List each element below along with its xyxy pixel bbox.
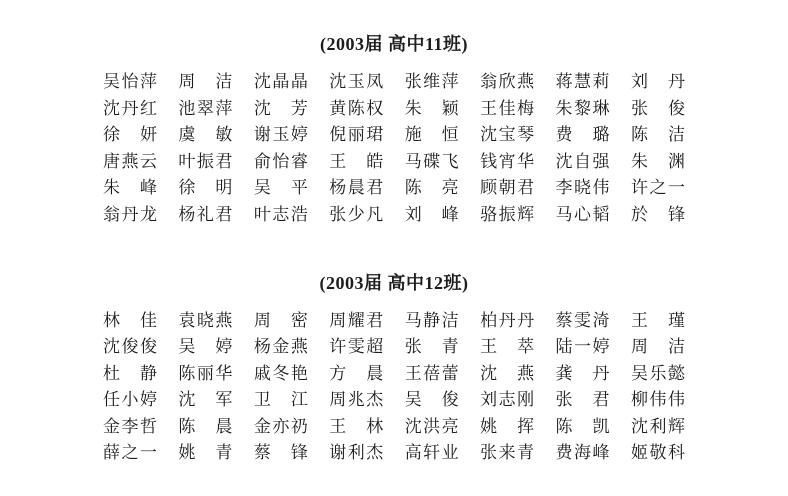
student-name: 吴怡萍	[103, 72, 157, 91]
student-name: 沈俊俊	[103, 337, 157, 356]
student-name: 朱颖	[404, 98, 459, 118]
student-name: 徐妍	[103, 125, 157, 144]
student-name: 杨晨君	[329, 178, 384, 197]
student-name: 顾朝君	[480, 178, 535, 197]
student-name: 蔡雯渏	[555, 310, 610, 330]
class-roster-section-12	[0, 273, 788, 462]
student-name: 刘志刚	[480, 390, 535, 409]
student-name: 吴平	[253, 178, 308, 197]
student-name: 张少凡	[329, 204, 384, 224]
student-name: 王瑾	[630, 310, 685, 330]
class-title: (2003届 高中11班)	[320, 34, 468, 54]
student-name: 俞怡睿	[253, 151, 308, 171]
student-name: 杜静	[103, 363, 157, 383]
student-name: 林佳	[103, 310, 157, 330]
student-name: 叶振君	[178, 151, 233, 171]
student-name: 高轩业	[404, 443, 459, 462]
student-name: 沈宝琴	[480, 125, 535, 144]
student-name: 张来青	[480, 443, 535, 462]
student-name: 黄陈权	[329, 98, 384, 118]
name-row	[103, 444, 685, 461]
student-name: 虞敏	[178, 125, 233, 144]
student-name: 金亦礽	[253, 416, 308, 436]
name-row	[103, 126, 685, 143]
name-row	[103, 312, 685, 329]
student-name: 沈芳	[253, 98, 308, 118]
student-name: 周密	[253, 310, 308, 330]
class-title: (2003届 高中12班)	[319, 272, 469, 293]
student-name: 倪丽珺	[329, 125, 384, 144]
name-row	[103, 418, 685, 435]
student-name: 沈军	[178, 390, 233, 409]
student-name: 朱渊	[630, 151, 685, 171]
student-name: 翁丹龙	[103, 204, 157, 224]
student-name: 徐明	[178, 178, 233, 197]
student-name: 王林	[329, 416, 384, 436]
name-row	[103, 391, 685, 408]
student-name: 周兆杰	[329, 390, 384, 409]
student-name: 王佳梅	[480, 98, 535, 118]
student-name: 陈凯	[555, 416, 610, 436]
student-name: 沈晶晶	[253, 72, 308, 91]
student-name: 柏丹丹	[480, 310, 535, 330]
student-name: 吴俊	[404, 390, 459, 409]
student-name: 朱黎琳	[555, 98, 610, 118]
student-name: 王皓	[329, 151, 384, 171]
student-name: 沈丹红	[103, 98, 157, 118]
student-name: 马静洁	[404, 310, 459, 330]
name-row	[103, 338, 685, 355]
name-row	[103, 153, 685, 170]
student-name: 沈自强	[555, 151, 610, 171]
student-name: 许雯超	[329, 337, 384, 356]
student-name: 於锋	[630, 204, 685, 224]
student-name: 马心韬	[555, 204, 610, 224]
class-roster-grid	[103, 73, 685, 223]
name-row	[103, 100, 685, 117]
student-name: 费海峰	[555, 443, 610, 462]
name-row	[103, 365, 685, 382]
student-name: 王萃	[480, 337, 535, 356]
student-name: 朱峰	[103, 178, 157, 197]
student-name: 谢利杰	[329, 443, 384, 462]
student-name: 陈洁	[630, 125, 685, 144]
student-name: 王蓓蕾	[404, 363, 459, 383]
student-name: 刘丹	[630, 72, 685, 91]
student-name: 周耀君	[329, 310, 384, 330]
student-name: 叶志浩	[253, 204, 308, 224]
student-name: 陆一婷	[555, 337, 610, 356]
student-name: 唐燕云	[103, 151, 157, 171]
student-name: 张君	[555, 390, 610, 409]
student-name: 周洁	[178, 72, 233, 91]
student-name: 钱宵华	[480, 151, 535, 171]
student-name: 吴乐懿	[630, 363, 685, 383]
student-name: 龚丹	[555, 363, 610, 383]
student-name: 陈丽华	[178, 363, 233, 383]
student-name: 蒋慧莉	[555, 72, 610, 91]
name-row	[103, 73, 685, 90]
student-name: 杨礼君	[178, 204, 233, 224]
student-name: 陈晨	[178, 416, 233, 436]
student-name: 袁晓燕	[178, 310, 233, 330]
class-roster-grid	[103, 312, 685, 462]
student-name: 沈玉凤	[329, 72, 384, 91]
student-name: 方晨	[329, 363, 384, 383]
student-name: 沈洪亮	[404, 416, 459, 436]
name-row	[103, 206, 685, 223]
student-name: 费璐	[555, 125, 610, 144]
student-name: 马碟飞	[404, 151, 459, 171]
student-name: 张青	[404, 337, 459, 356]
student-name: 杨金燕	[253, 337, 308, 356]
student-name: 金李哲	[103, 416, 157, 436]
student-name: 李晓伟	[555, 178, 610, 197]
name-row	[103, 179, 685, 196]
student-name: 沈燕	[480, 363, 535, 383]
student-name: 沈利辉	[630, 416, 685, 436]
class-roster-section-11	[0, 34, 788, 223]
student-name: 骆振辉	[480, 204, 535, 224]
student-name: 姚挥	[480, 416, 535, 436]
student-name: 谢玉婷	[253, 125, 308, 144]
student-name: 吴婷	[178, 337, 233, 356]
student-name: 任小婷	[103, 390, 157, 409]
student-name: 周洁	[630, 337, 685, 356]
student-name: 戚冬艳	[253, 363, 308, 383]
student-name: 卫江	[253, 390, 308, 409]
student-name: 姬敬科	[630, 443, 685, 462]
student-name: 许之一	[630, 178, 685, 197]
student-name: 施恒	[404, 125, 459, 144]
student-name: 张俊	[630, 98, 685, 118]
student-name: 蔡锋	[253, 443, 308, 462]
student-name: 张维萍	[404, 72, 459, 91]
student-name: 翁欣燕	[480, 72, 535, 91]
student-name: 柳伟伟	[630, 390, 685, 409]
student-name: 池翠萍	[178, 98, 233, 118]
student-name: 刘峰	[404, 204, 459, 224]
student-name: 陈亮	[404, 178, 459, 197]
student-name: 姚青	[178, 443, 233, 462]
student-name: 薛之一	[103, 443, 157, 462]
